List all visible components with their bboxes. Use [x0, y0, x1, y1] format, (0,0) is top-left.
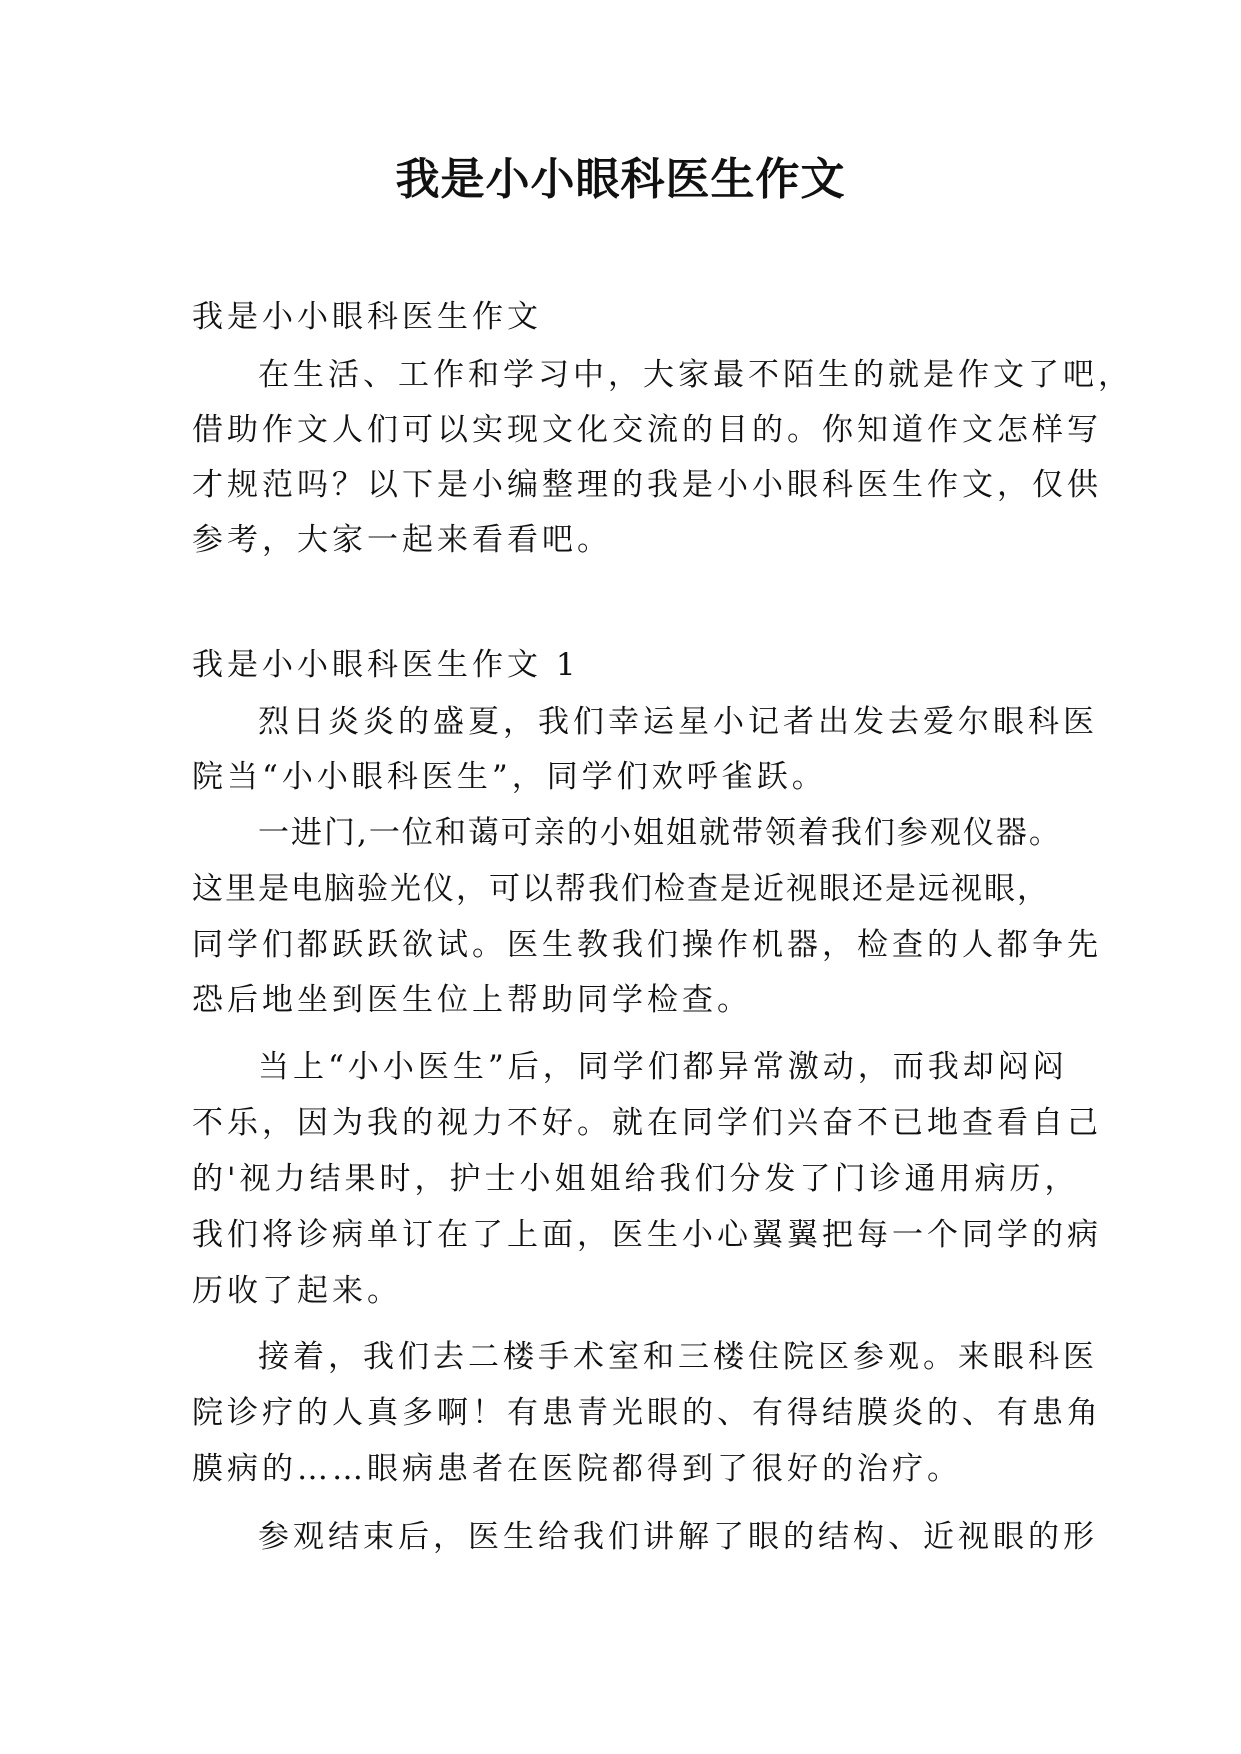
text-line: 在生活、工作和学习中，大家最不陌生的就是作文了吧，	[258, 357, 1133, 393]
text-line: 才规范吗？以下是小编整理的我是小小眼科医生作文，仅供	[192, 467, 1102, 503]
text-line: 参考，大家一起来看看吧。	[192, 522, 612, 558]
text-line: 院当“小小眼科医生”，同学们欢呼雀跃。	[192, 759, 827, 795]
text-line-section-heading: 我是小小眼科医生作文 1	[192, 647, 580, 683]
text-line: 接着，我们去二楼手术室和三楼住院区参观。来眼科医	[258, 1339, 1098, 1375]
text-line: 我们将诊病单订在了上面，医生小心翼翼把每一个同学的病	[192, 1217, 1102, 1253]
text-line: 院诊疗的人真多啊！有患青光眼的、有得结膜炎的、有患角	[192, 1395, 1102, 1431]
text-line: 恐后地坐到医生位上帮助同学检查。	[192, 982, 752, 1018]
text-line: 参观结束后，医生给我们讲解了眼的结构、近视眼的形	[258, 1519, 1098, 1555]
text-line: 同学们都跃跃欲试。医生教我们操作机器，检查的人都争先	[192, 927, 1102, 963]
text-line: 借助作文人们可以实现文化交流的目的。你知道作文怎样写	[192, 412, 1102, 448]
text-line: 历收了起来。	[192, 1273, 402, 1309]
text-line: 当上“小小医生”后，同学们都异常激动，而我却闷闷	[258, 1049, 1068, 1085]
text-line: 一进门,一位和蔼可亲的小姐姐就带领着我们参观仪器。	[258, 815, 1062, 851]
text-line: 膜病的……眼病患者在医院都得到了很好的治疗。	[192, 1451, 962, 1487]
text-line: 烈日炎炎的盛夏，我们幸运星小记者出发去爱尔眼科医	[258, 704, 1098, 740]
text-line-subtitle: 我是小小眼科医生作文	[192, 299, 542, 335]
text-line: 这里是电脑验光仪，可以帮我们检查是近视眼还是远视眼，	[192, 871, 1050, 907]
text-line: 不乐，因为我的视力不好。就在同学们兴奋不已地查看自己	[192, 1105, 1102, 1141]
document-title: 我是小小眼科医生作文	[395, 154, 846, 205]
text-line: 的'视力结果时，护士小姐姐给我们分发了门诊通用病历，	[192, 1161, 1080, 1197]
